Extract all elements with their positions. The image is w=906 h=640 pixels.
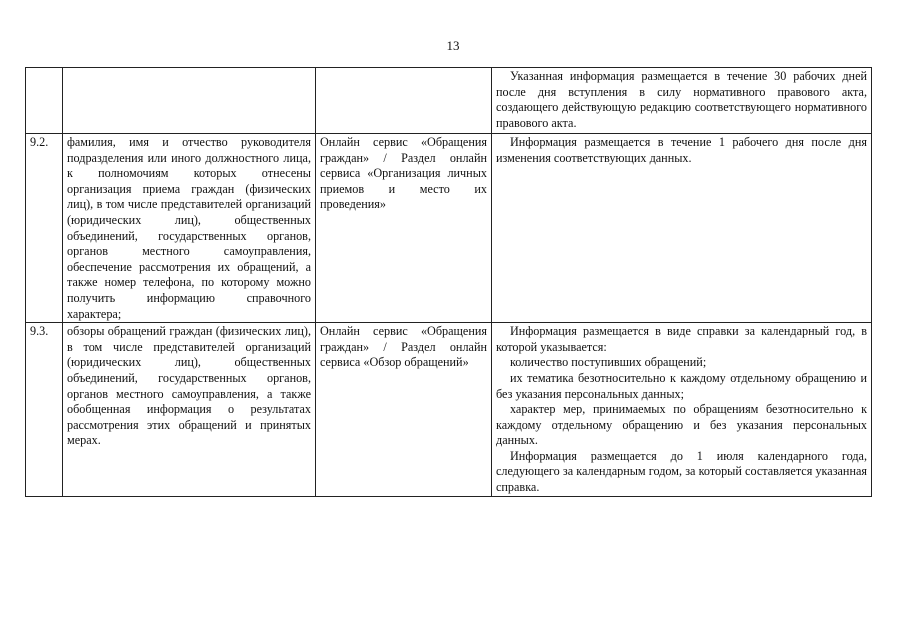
table-row (26, 323, 872, 497)
terms-paragraph: Указанная информация размещается в течение 30 рабочих дней после дня вступления в силу нормативного правового акта, создающего действующую редакцию соответствующего нормативного правового акта. (496, 69, 867, 130)
terms-paragraph: Информация размещается до 1 июля календарного года, следующего за календарным годом, за который составляется указанная справка. (496, 448, 867, 495)
page-number: 13 (446, 38, 460, 53)
info-content-cell: обзоры обращений граждан (физических лиц), в том числе представителей организаций (юридических лиц), общественных объединений, государственных органов, органов местного самоуправления, а также обобщенная информация о результатах рассмотрения этих обращений и принятых мерах. (63, 323, 316, 497)
terms-paragraph: характер мер, принимаемых по обращениям безотносительно к каждому отдельному обращению и без указания персональных данных. (496, 402, 867, 448)
info-terms-cell (492, 134, 872, 323)
terms-paragraph: их тематика безотносительно к каждому отдельному обращению и без указания персональных данных; (496, 370, 867, 401)
info-content-cell (63, 68, 316, 134)
table-row (26, 68, 872, 134)
info-source-cell (316, 68, 492, 134)
info-source-cell: Онлайн сервис «Обращения граждан» / Раздел онлайн сервиса «Организация личных приемов и место их проведения» (316, 134, 492, 323)
terms-paragraph: Информация размещается в виде справки за календарный год, в которой указывается: (496, 324, 867, 354)
info-terms-cell (492, 323, 872, 497)
table-row (26, 134, 872, 323)
info-table (25, 67, 872, 497)
terms-paragraph: Информация размещается в течение 1 рабочего дня после дня изменения соответствующих данных. (496, 135, 867, 165)
terms-paragraph: количество поступивших обращений; (510, 355, 707, 370)
row-number-cell (26, 68, 63, 134)
row-number-cell: 9.3. (26, 323, 63, 497)
info-content-cell: фамилия, имя и отчество руководителя подразделения или иного должностного лица, к полномочиям которых отнесены организация приема граждан (физических лиц), в том числе представителей организаций (юридических лиц), общественных объединений, государственных органов, органов местного самоуправления, обеспечение рассмотрения их обращений, а также номер телефона, по которому можно получить информацию справочного характера; (63, 134, 316, 323)
info-source-cell: Онлайн сервис «Обращения граждан» / Раздел онлайн сервиса «Обзор обращений» (316, 323, 492, 497)
row-number-cell: 9.2. (26, 134, 63, 323)
info-terms-cell (492, 68, 872, 134)
